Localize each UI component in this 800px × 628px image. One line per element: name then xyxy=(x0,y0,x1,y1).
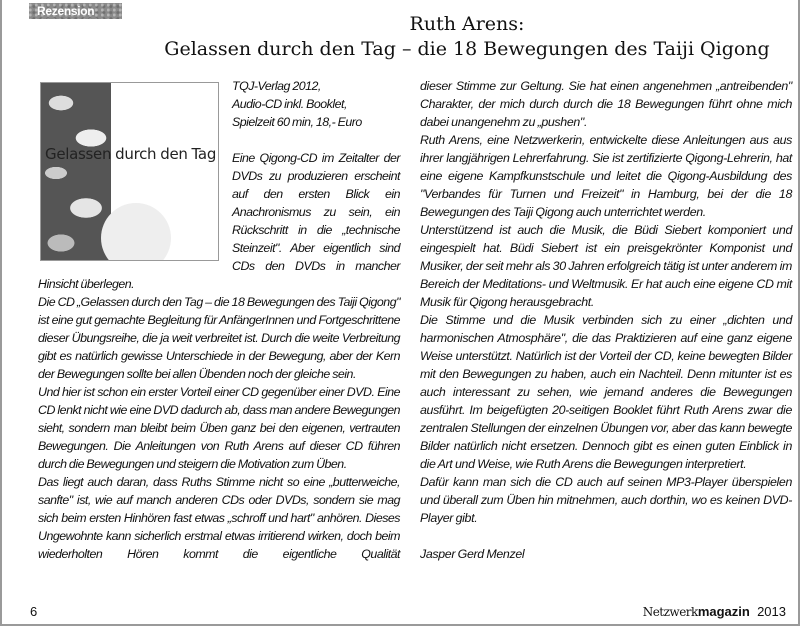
page-number: 6 xyxy=(30,604,38,619)
paragraph: Unterstützend ist auch die Musik, die Büdi Siebert komponiert und eingespielt hat. Büdi Siebert ist ein preisgekrönter Komponist und Musiker, der seit mehr als 30 Jahren erfolgreich tätig ist unter anderem im Bereich der Meditations- und Weltmusik. Er hat auch eine eigene CD mit Musik für Qigong herausgebracht. xyxy=(420,223,793,309)
right-column xyxy=(420,77,792,563)
stone-picture xyxy=(101,203,171,261)
paragraph: Eine Qigong-CD im Zeitalter der DVDs zu produzieren erscheint auf den ersten Blick ein Anachronismus zu sein, ein Rückschritt in die „technische Steinzeit". Aber eigentlich sind CDs den DVDs in mancher Hinsicht überlegen. xyxy=(38,151,400,291)
paragraph: Die Stimme und die Musik verbinden sich zu einer „dichten und harmonischen Atmosphäre", die das Praktizieren auf eine ganz eigene Weise unterstützt. Natürlich ist der Vorteil der CD, keine bewegten Bilder mit den Bewegungen zu haben, auch ein Nachteil. Denn mitunter ist es auch interessant zu sehen, wie jemand anderes die Bewegungen ausführt. Im beigefügten 20-seitigen Booklet führt Ruth Arens zwar die zentralen Stellungen der einzelnen Übungen vor, aber das kann bewegte Bilder natürlich nicht ersetzen. Dennoch gibt es einen guten Einblick in die Art und Weise, wie Ruth Arens die Bewegungen interpretiert. xyxy=(420,313,792,471)
article-title: Gelassen durch den Tag – die 18 Bewegungen des Taiji Qigong xyxy=(164,38,770,60)
cover-title: Gelassen durch den Tag xyxy=(45,145,217,163)
article-title-author: Ruth Arens: xyxy=(409,13,525,35)
paragraph: Die CD „Gelassen durch den Tag – die 18 Bewegungen des Taiji Qigong" ist eine gut gemachte Begleitung für AnfängerInnen und Fortgeschrittene dieser Übungsreihe, die ja weit verbreitet ist. Durch die weite Verbreitung gibt es natürlich gewisse Unterschiede in der Bewegung, aber der Kern der Bewegungen sollte bei allen Übenden noch der gleiche sein. xyxy=(38,295,400,381)
brand-suffix: magazin xyxy=(697,604,750,619)
cd-cover-image xyxy=(40,82,219,261)
footer-brand xyxy=(643,604,786,620)
format: Audio-CD inkl. Booklet, xyxy=(232,97,347,111)
duration-price: Spielzeit 60 min, 18,- Euro xyxy=(232,115,362,129)
paragraph: Ruth Arens, eine Netzwerkerin, entwickelte diese Anleitungen aus aus ihrer langjährigen Lehrerfahrung. Sie ist zertifizierte Qigong-Lehrerin, hat eine eigene Kampfkunstschule und leitet die Qigong-Ausbildung des "Verbandes für Turnen und Freizeit" in Hamburg, bei der die 18 Bewegungen des Taiji Qigong auch unterrichtet werden. xyxy=(420,133,792,219)
paragraph: Das liegt auch daran, dass Ruths Stimme nicht so eine „butterweiche, sanfte" ist, wie auf manch anderen CDs oder DVDs, sondern sie mag sich beim ersten Hinhören fast etwas „schroff und hart" anhören. Dieses Ungewohnte kann sicherlich erstmal etwas irritierend wirken, doch beim wiederholten Hören kommt die eigentliche Qualität xyxy=(38,475,400,561)
paragraph: Dafür kann man sich die CD auch auf seinen MP3-Player überspielen und überall zum Üben hin mitnehmen, auch dorthin, wo es keinen DVD-Player gibt. xyxy=(420,475,792,525)
left-column xyxy=(38,77,400,563)
author: Jasper Gerd Menzel xyxy=(420,547,525,561)
issue-year: 2013 xyxy=(757,604,786,619)
publisher: TQJ-Verlag 2012, xyxy=(232,79,321,93)
paragraph: dieser Stimme zur Geltung. Sie hat einen angenehmen „antreibenden" Charakter, der mich durch durch die 18 Bewegungen führt ohne mich dabei unangenehm zu „pushen". xyxy=(420,79,792,129)
brand-prefix: Netzwerk xyxy=(642,605,698,619)
paragraph: Und hier ist schon ein erster Vorteil einer CD gegenüber einer DVD. Eine CD lenkt nicht wie eine DVD dadurch ab, dass man andere Bewegungen sieht, sondern man bleibt beim Üben ganz bei den eigenen, vertrauten Bewegungen. Die Anleitungen von Ruth Arens auf dieser CD führen durch die Bewegungen und steigern die Motivation zum Üben. xyxy=(38,385,400,471)
section-tag: Rezension xyxy=(29,3,122,19)
